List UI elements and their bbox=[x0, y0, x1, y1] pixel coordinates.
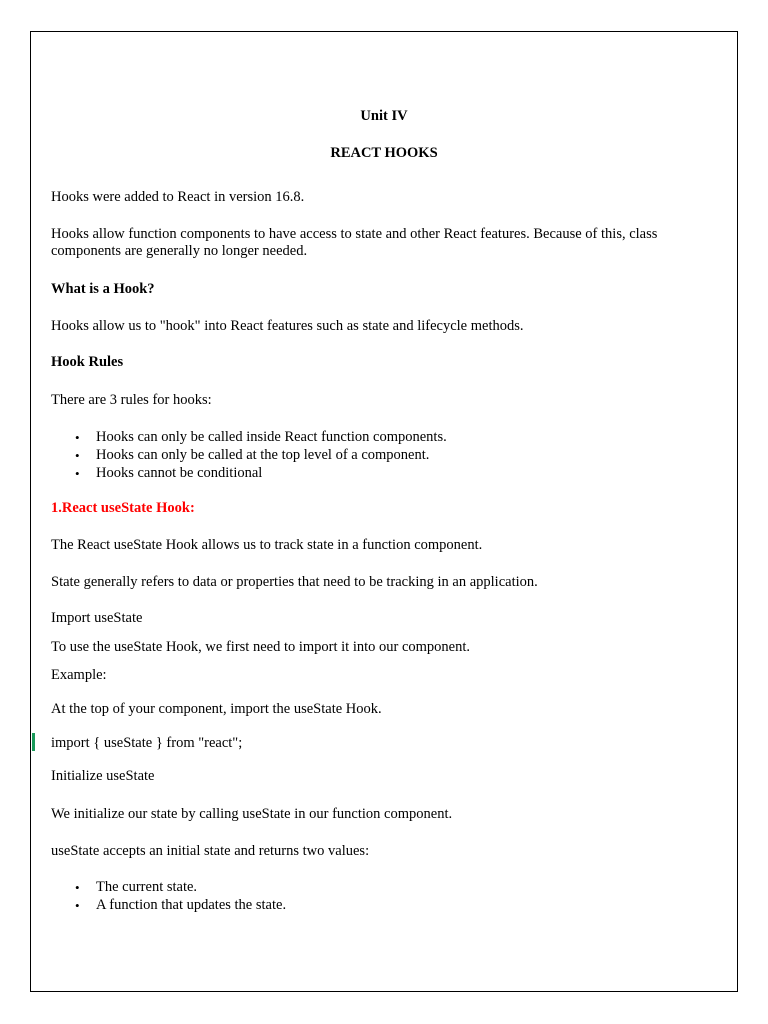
list-item: The current state. bbox=[96, 879, 198, 895]
intro-paragraph-2: Hooks allow function components to have access to state and other React features. Because of this, class components are generally no longer needed. bbox=[51, 226, 658, 259]
list-item: A function that updates the state. bbox=[96, 897, 287, 913]
example-text: At the top of your component, import the useState Hook. bbox=[51, 701, 382, 717]
list-item: Hooks cannot be conditional bbox=[96, 465, 263, 481]
what-is-hook-heading: What is a Hook? bbox=[51, 281, 155, 297]
list-item: Hooks can only be called at the top level of a component. bbox=[96, 447, 430, 463]
example-label: Example: bbox=[51, 667, 107, 683]
import-heading: Import useState bbox=[51, 610, 143, 626]
page-title: REACT HOOKS bbox=[330, 145, 438, 161]
state-description: State generally refers to data or properties that need to be tracking in an application. bbox=[51, 574, 538, 590]
what-is-hook-text: Hooks allow us to "hook" into React features such as state and lifecycle methods. bbox=[51, 318, 524, 334]
usestate-heading: 1.React useState Hook: bbox=[51, 500, 195, 516]
intro-paragraph: Hooks were added to React in version 16.8. bbox=[51, 189, 305, 205]
initialize-heading: Initialize useState bbox=[51, 768, 155, 784]
list-item: Hooks can only be called inside React function components. bbox=[96, 429, 447, 445]
bullet-icon: • bbox=[75, 448, 80, 463]
import-text: To use the useState Hook, we first need to import it into our component. bbox=[51, 639, 471, 655]
usestate-intro: The React useState Hook allows us to track state in a function component. bbox=[51, 537, 483, 553]
hook-rules-heading: Hook Rules bbox=[51, 354, 124, 370]
bullet-icon: • bbox=[75, 466, 80, 481]
code-marker bbox=[32, 733, 35, 751]
bullet-icon: • bbox=[75, 880, 80, 895]
bullet-icon: • bbox=[75, 898, 80, 913]
returns-text: useState accepts an initial state and returns two values: bbox=[51, 843, 370, 859]
initialize-text: We initialize our state by calling useState in our function component. bbox=[51, 806, 453, 822]
hook-rules-intro: There are 3 rules for hooks: bbox=[51, 392, 212, 408]
unit-label: Unit IV bbox=[360, 108, 408, 124]
code-line: import { useState } from "react"; bbox=[51, 735, 243, 751]
bullet-icon: • bbox=[75, 430, 80, 445]
